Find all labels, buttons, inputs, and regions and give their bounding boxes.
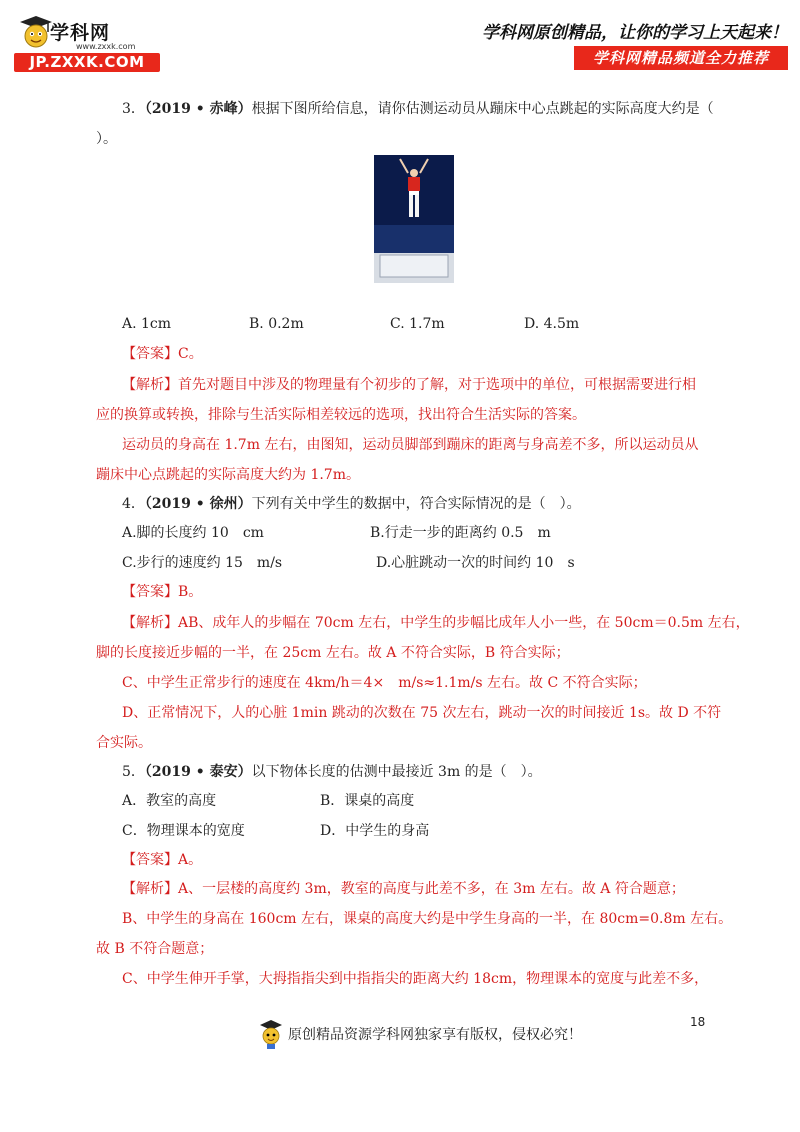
q4-analysis-line4: D、正常情况下，人的心脏 1min 跳动的次数在 75 次左右，跳动一次的时间接近 1s。故 D 不符 [122, 705, 722, 721]
q3-source: （2019 • 赤峰） [144, 101, 252, 117]
q4-analysis-line5: 合实际。 [96, 735, 152, 751]
q4-stem-line [122, 494, 581, 514]
q5-answer: 【答案】A。 [122, 852, 203, 868]
q5-analysis-line4: C、中学生伸开手掌，大拇指指尖到中指指尖的距离大约 18cm，物理课本的宽度与此差不多， [122, 971, 709, 987]
q3-answer: 【答案】C。 [122, 346, 203, 362]
q3-stem-cont: ）。 [96, 131, 117, 147]
q4-option-a: A.脚的长度约 10 cm [122, 525, 264, 541]
q4-stem: 下列有关中学生的数据中，符合实际情况的是（ ）。 [251, 496, 581, 512]
q5-stem: 以下物体长度的估测中最接近 3m 的是（ ）。 [251, 764, 542, 780]
q5-stem-line [122, 762, 542, 782]
q4-analysis-line3: C、中学生正常步行的速度在 4km/h＝4× m/s≈1.1m/s 左右。故 C 不符合实际； [122, 675, 647, 691]
q5-option-a: A．教室的高度 [122, 793, 217, 809]
q5-option-b: B．课桌的高度 [320, 793, 415, 809]
q3-analysis-line1: 【解析】首先对题目中涉及的物理量有个初步的了解，对于选项中的单位，可根据需要进行相 [122, 377, 696, 393]
q4-answer: 【答案】B。 [122, 584, 203, 600]
q3-option-d: D. 4.5m [524, 316, 580, 332]
q4-option-d: D.心脏跳动一次的时间约 10 s [376, 555, 575, 571]
q5-analysis-line2: B、中学生的身高在 160cm 左右，课桌的高度大约是中学生身高的一半，在 80cm=0.8m 左右。 [122, 911, 733, 927]
trampoline-athlete-image [374, 155, 454, 283]
q4-source: （2019 • 徐州） [144, 496, 252, 512]
q3-analysis-line3: 运动员的身高在 1.7m 左右，由图知，运动员脚部到蹦床的距离与身高差不多，所以运动员从 [122, 437, 699, 453]
q5-option-c: C．物理课本的宽度 [122, 823, 245, 839]
site-logo[interactable] [14, 12, 160, 72]
q4-number: 4． [122, 496, 145, 512]
q5-source: （2019 • 泰安） [144, 764, 252, 780]
mascot-icon [258, 1018, 284, 1050]
q4-analysis-line1: 【解析】AB、成年人的步幅在 70cm 左右，中学生的步幅比成年人小一些，在 50cm＝0.5m 左右， [122, 615, 750, 631]
q4-option-c: C.步行的速度约 15 m/s [122, 555, 283, 571]
channel-banner: 学科网精品频道全力推荐 [574, 46, 788, 70]
q3-stem-line [122, 99, 714, 119]
q5-option-d: D．中学生的身高 [320, 823, 430, 839]
header-slogan: 学科网原创精品，让你的学习上天起来！ [482, 23, 788, 43]
q4-analysis-line2: 脚的长度接近步幅的一半，在 25cm 左右。故 A 不符合实际，B 符合实际； [96, 645, 570, 661]
q3-analysis-line2: 应的换算或转换，排除与生活实际相差较远的选项，找出符合生活实际的答案。 [96, 407, 586, 423]
q5-analysis-line1: 【解析】A、一层楼的高度约 3m，教室的高度与此差不多，在 3m 左右。故 A 符合题意； [122, 881, 685, 897]
q3-option-a: A. 1cm [122, 316, 172, 332]
page-number: 18 [690, 1015, 706, 1029]
copyright-notice: 原创精品资源学科网独家享有版权，侵权必究！ [288, 1027, 582, 1043]
mascot-icon [14, 12, 54, 52]
q5-analysis-line3: 故 B 不符合题意； [96, 941, 214, 957]
logo-subtitle: www.zxxk.com [76, 42, 136, 51]
logo-name: 学科网 [50, 22, 111, 44]
logo-url-banner: JP.ZXXK.COM [14, 53, 160, 72]
q3-option-b: B. 0.2m [249, 316, 304, 332]
q3-stem: 根据下图所给信息，请你估测运动员从蹦床中心点跳起的实际高度大约是（ [251, 101, 714, 117]
q4-option-b: B.行走一步的距离约 0.5 m [370, 525, 551, 541]
q5-number: 5． [122, 764, 145, 780]
trampoline-photo [374, 155, 454, 283]
q3-number: 3． [122, 101, 145, 117]
q3-option-c: C. 1.7m [390, 316, 445, 332]
q3-analysis-line4: 蹦床中心点跳起的实际高度大约为 1.7m。 [96, 467, 360, 483]
